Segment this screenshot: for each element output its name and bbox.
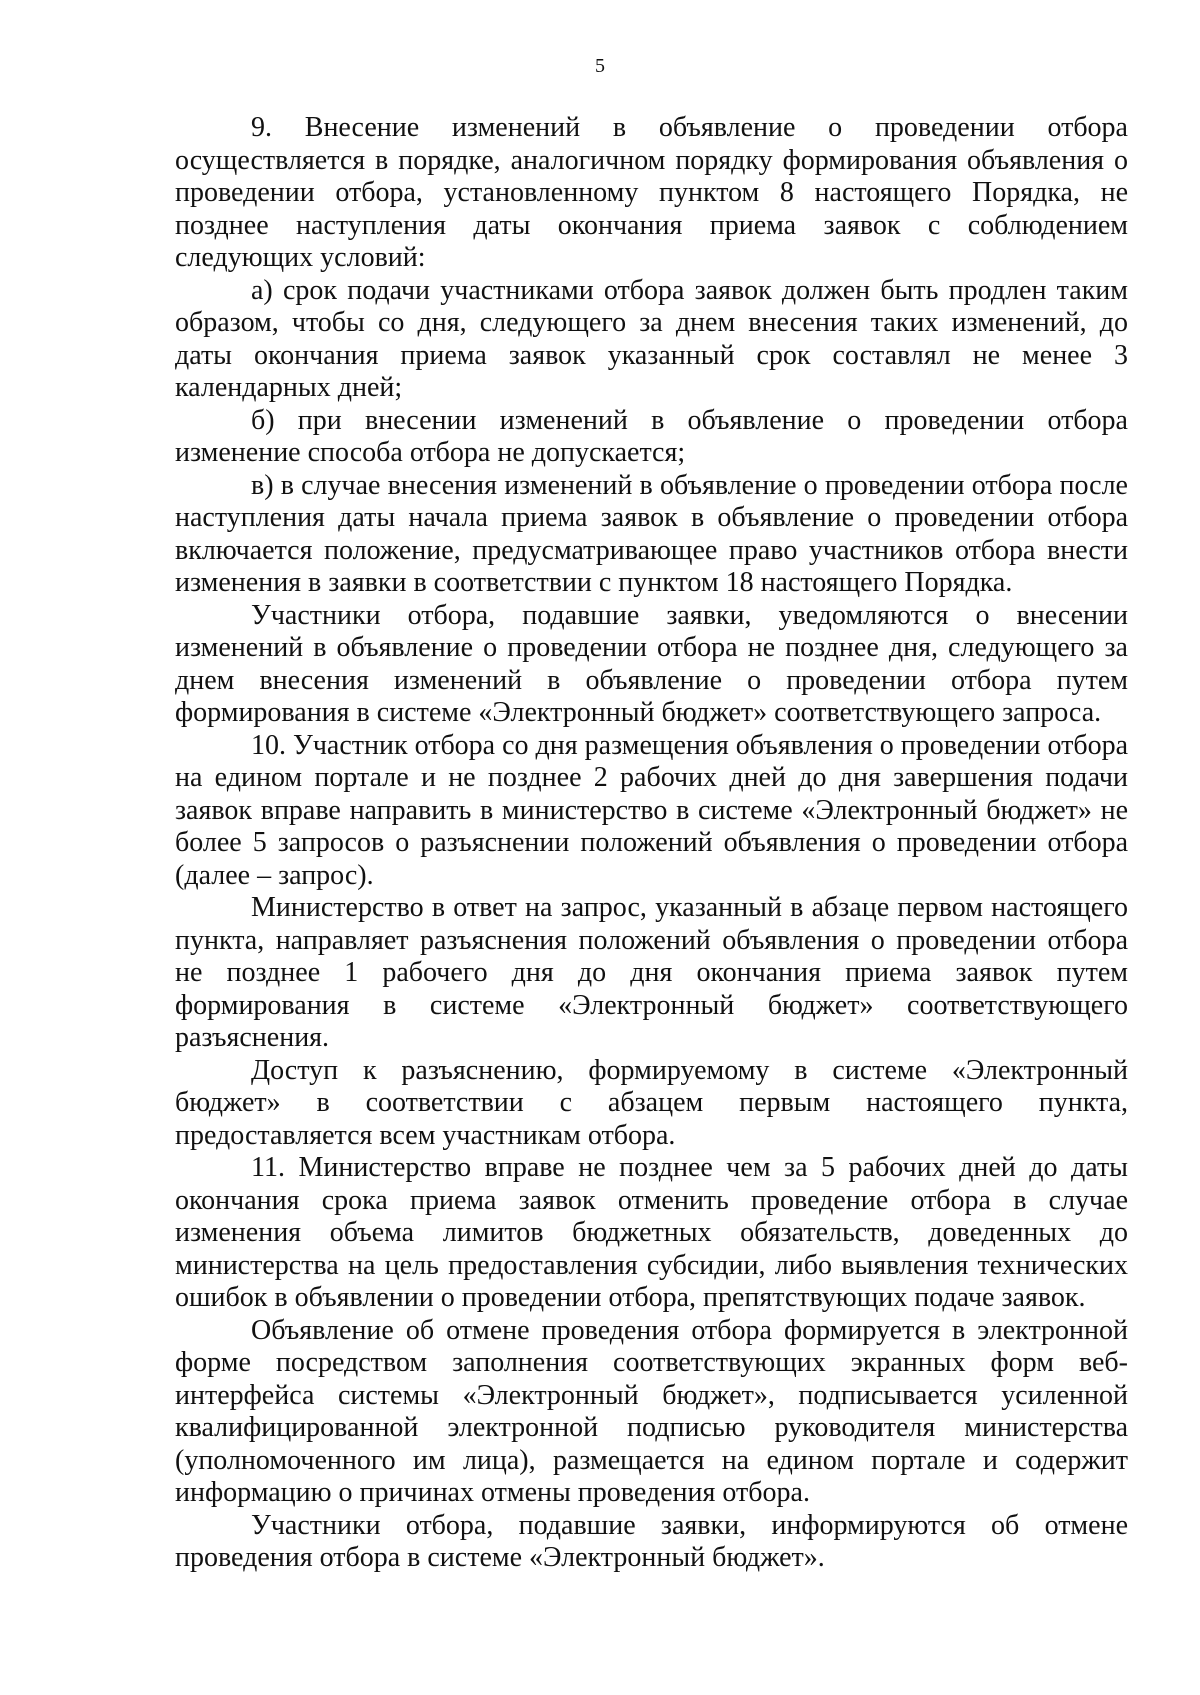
paragraph-11-cancellation: 11. Министерство вправе не позднее чем за 5 рабочих дней до даты окончания срока приема заявок отменить проведение отбора в случае изменения объема лимитов бюджетных обязательств, доведенных до министерства на цель предоставления субсидии, либо выявления технических ошибок в объявлении о проведении отбора, препятствующих подаче заявок. (175, 1152, 1128, 1313)
paragraph-10-response: Министерство в ответ на запрос, указанный в абзаце первом настоящего пункта, направляет разъяснения положений объявления о проведении отбора не позднее 1 рабочего дня до дня окончания приема заявок путем формирования в системе «Электронный бюджет» соответствующего разъяснения. (175, 892, 1128, 1053)
paragraph-9-condition-b: б) при внесении изменений в объявление о проведении отбора изменение способа отбора не допускается; (175, 404, 1128, 468)
document-body (175, 112, 1128, 1575)
paragraph-9-condition-v: в) в случае внесения изменений в объявление о проведении отбора после наступления даты начала приема заявок в объявление о проведении отбора включается положение, предусматривающее право участников отбора внести изменения в заявки в соответствии с пунктом 18 настоящего Порядка. (175, 469, 1128, 598)
paragraph-11-participants: Участники отбора, подавшие заявки, информируются об отмене проведения отбора в системе «Электронный бюджет». (175, 1509, 1128, 1573)
page-number: 5 (595, 55, 605, 77)
paragraph-11-announcement: Объявление об отмене проведения отбора формируется в электронной форме посредством заполнения соответствующих экранных форм веб-интерфейса системы «Электронный бюджет», подписывается усиленной квалифицированной электронной подписью руководителя министерства (уполномоченного им лица), размещается на едином портале и содержит информацию о причинах отмены проведения отбора. (175, 1314, 1128, 1508)
paragraph-10-access: Доступ к разъяснению, формируемому в системе «Электронный бюджет» в соответствии с абзацем первым настоящего пункта, предоставляется всем участникам отбора. (175, 1054, 1128, 1151)
paragraph-9-condition-a: а) срок подачи участниками отбора заявок должен быть продлен таким образом, чтобы со дня, следующего за днем внесения таких изменений, до даты окончания приема заявок указанный срок составлял не менее 3 календарных дней; (175, 274, 1128, 403)
paragraph-9-notification: Участники отбора, подавшие заявки, уведомляются о внесении изменений в объявление о проведении отбора не позднее дня, следующего за днем внесения изменений в объявление о проведении отбора путем формирования в системе «Электронный бюджет» соответствующего запроса. (175, 599, 1128, 728)
paragraph-10-request: 10. Участник отбора со дня размещения объявления о проведении отбора на едином портале и не позднее 2 рабочих дней до дня завершения подачи заявок вправе направить в министерство в системе «Электронный бюджет» не более 5 запросов о разъяснении положений объявления о проведении отбора (далее – запрос). (175, 729, 1128, 891)
paragraph-9-intro: 9. Внесение изменений в объявление о проведении отбора осуществляется в порядке, аналогичном порядку формирования объявления о проведении отбора, установленному пунктом 8 настоящего Порядка, не позднее наступления даты окончания приема заявок с соблюдением следующих условий: (175, 112, 1128, 273)
